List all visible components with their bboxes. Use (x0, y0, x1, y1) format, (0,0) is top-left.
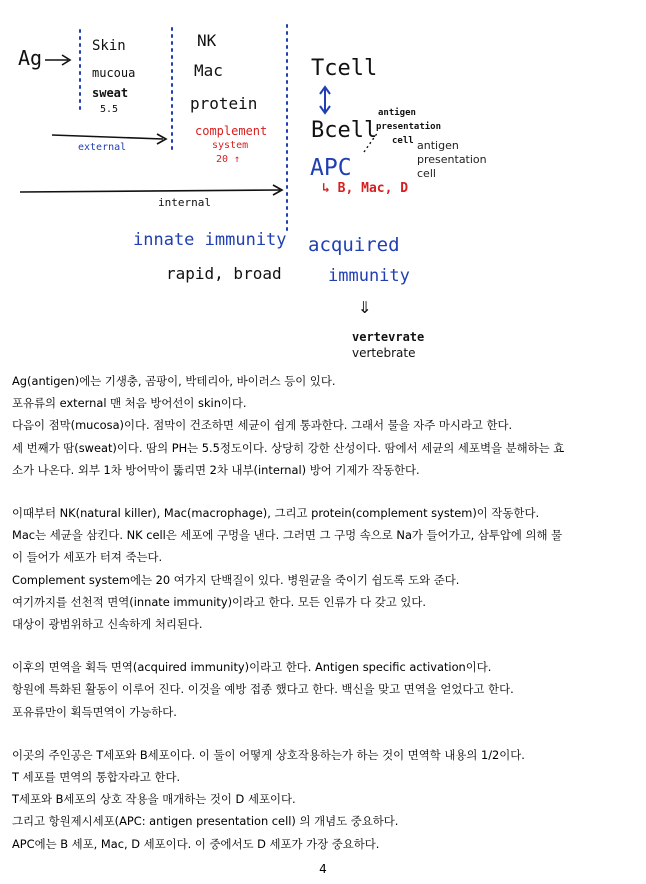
text-line: 여기까지를 선천적 면역(innate immunity)이라고 한다. 모든 인류가 다 갖고 있다. (12, 594, 427, 609)
text-line: Ag(antigen)에는 기생충, 곰팡이, 박테리아, 바이러스 등이 있다. (12, 374, 336, 388)
protein-label: protein (190, 94, 258, 113)
internal-arrow (20, 190, 280, 192)
text-line: 다음이 점막(mucosa)이다. 점막이 건조하면 세균이 쉽게 통과한다. 그래서 물을 자주 마시라고 한다. (12, 418, 513, 433)
tcell-label: Tcell (311, 56, 378, 81)
system-label: system (212, 140, 249, 151)
text-line: T 세포를 면역의 통합자라고 한다. (12, 770, 181, 785)
page-number: 4 (319, 862, 327, 876)
mac-label: Mac (194, 61, 223, 80)
rapid-broad-label: rapid, broad (166, 264, 282, 283)
paragraph-gap (12, 723, 638, 744)
apc-hw-line1: antigen (378, 108, 416, 118)
text-line: 이후의 면역을 획득 면역(acquired immunity)이라고 한다. Antigen specific activation이다. (12, 660, 492, 675)
text-line: 대상이 광범위하고 신속하게 처리된다. (12, 617, 203, 632)
down-arrow: ⇓ (358, 294, 372, 319)
apc-sub-label: ↳ B, Mac, D (322, 181, 409, 196)
apc-hw-line3: cell (392, 136, 414, 146)
text-line: Mac는 세균을 삼킨다. NK cell은 세포에 구멍을 낸다. 그러면 그 구멍 속으로 Na가 들어가고, 삼투압에 의해 물 (12, 528, 563, 543)
text-line: 소가 나온다. 외부 1차 방어막이 뚫리면 2차 내부(internal) 방어 기제가 작동한다. (12, 462, 420, 477)
bcell-label: Bcell (311, 118, 378, 143)
apc-label: APC (310, 155, 352, 181)
text-line: 포유류만이 획득면역이 가능하다. (12, 704, 177, 719)
innate-immunity-label: innate immunity (133, 230, 287, 250)
acquired-label: acquired (308, 234, 400, 256)
body-text (12, 370, 638, 855)
external-arrow (52, 135, 163, 139)
paragraph-gap (12, 635, 638, 656)
paragraph-gap (12, 481, 638, 502)
text-line: 포유류의 external 맨 처음 방어선이 skin이다. (12, 396, 247, 411)
ph-label: 5.5 (100, 104, 119, 115)
apc-typed-line2: presentation (417, 153, 487, 166)
text-line: 이 들어가 세포가 터져 죽는다. (12, 550, 163, 565)
nk-label: NK (197, 31, 217, 50)
text-line: 세 번째가 땀(sweat)이다. 땀의 PH는 5.5정도이다. 상당히 강한 산성이다. 땀에서 세균의 세포벽을 분해하는 효 (12, 440, 565, 455)
text-line: 이곳의 주인공은 T세포와 B세포이다. 이 둘이 어떻게 상호작용하는가 하는 것이 면역학 내용의 1/2이다. (12, 747, 525, 762)
skin-label: Skin (92, 38, 126, 54)
text-line: 항원에 특화된 활동이 이루어 진다. 이것을 예방 접종 했다고 한다. 백신을 맞고 면역을 얻었다고 한다. (12, 682, 514, 697)
internal-label: internal (158, 196, 211, 209)
complement-label: complement (195, 124, 268, 138)
apc-typed-line3: cell (417, 167, 436, 180)
apc-typed-line1: antigen (417, 139, 459, 152)
text-line: Complement system에는 20 여가지 단백질이 있다. 병원균을 죽이기 쉽도록 도와 준다. (12, 572, 460, 587)
mucoua-label: mucoua (92, 66, 136, 80)
immunity-label: immunity (328, 266, 410, 286)
sweat-label: sweat (92, 86, 129, 100)
twenty-label: 20 ↑ (216, 154, 241, 165)
vertebrate-hw-label: vertevrate (352, 330, 425, 344)
vertebrate-typed-label: vertebrate (352, 346, 416, 360)
external-label: external (78, 142, 127, 153)
text-line: APC에는 B 세포, Mac, D 세포이다. 이 중에서도 D 세포가 가장 중요하다. (12, 836, 380, 851)
text-line: 이때부터 NK(natural killer), Mac(macrophage), 그리고 protein(complement system)이 작동한다. (12, 506, 540, 521)
text-line: T세포와 B세포의 상호 작용을 매개하는 것이 D 세포이다. (12, 792, 296, 807)
text-line: 그리고 항원제시세포(APC: antigen presentation cell) 의 개념도 중요하다. (12, 814, 399, 829)
apc-hw-line2: presentation (376, 122, 442, 132)
immunity-diagram (0, 0, 646, 362)
ag-label: Ag (18, 46, 43, 70)
